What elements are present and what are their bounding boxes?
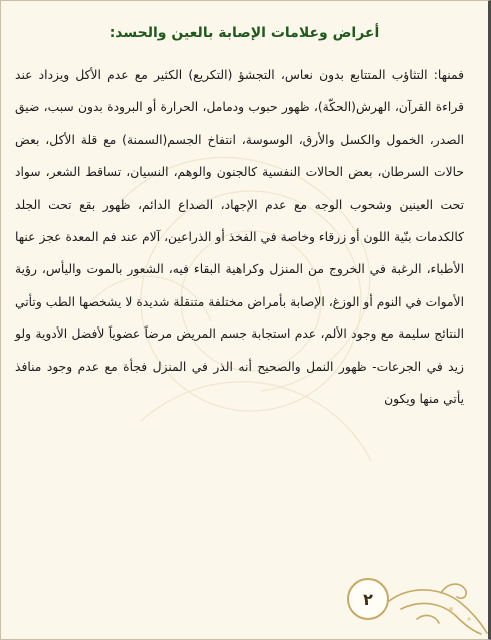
page-number: ٢	[363, 589, 373, 609]
body-paragraph: فمنها: التثاؤب المتتابع بدون نعاس، التجشؤ (التكريع) الكثير مع عدم الأكل ويزداد عند قراءة القرآن، الهرش(الحكّة)، ظهور حبوب ودمامل، الحرارة أو البرودة بدون سبب، ضيق الصدر، الخمول والكسل والأرق، الوسوسة، انتفاخ الجسم(السمنة) مع قلة الأكل، بعض حالات السرطان، بعض الحالات النفسية كالجنون والوهم، النسيان، تساقط الشعر، سواد تحت العينين وشحوب الوجه مع عدم الإجهاد، الصداع الدائم، ظهور بقع تحت الجلد كالكدمات بنّية اللون أو زرقاء وخاصة في الفخذ أو الذراعين، آلام عند فم المعدة عجز عنها الأطباء، الرغبة في الخروج من المنزل وكراهية البقاء فيه، الشعور بالموت واليأس، رؤية الأموات في النوم أو الوزغ، الإصابة بأمراض مختلفة متنقلة شديدة لا يشخصها الطب وتأتي النتائج سليمة مع وجود الألم، عدم استجابة جسم المريض مرضاً عضوياً لأفضل الأدوية ولو زيد في الجرعات- ظهور النمل والصحيح أنه الذر في المنزل فجأة مع عدم وجود منافذ يأتي منها ويكون	[15, 68, 464, 407]
section-heading: أعراض وعلامات الإصابة بالعين والحسد:	[109, 25, 380, 41]
corner-flourish	[381, 579, 489, 635]
page-number-badge	[347, 578, 389, 620]
